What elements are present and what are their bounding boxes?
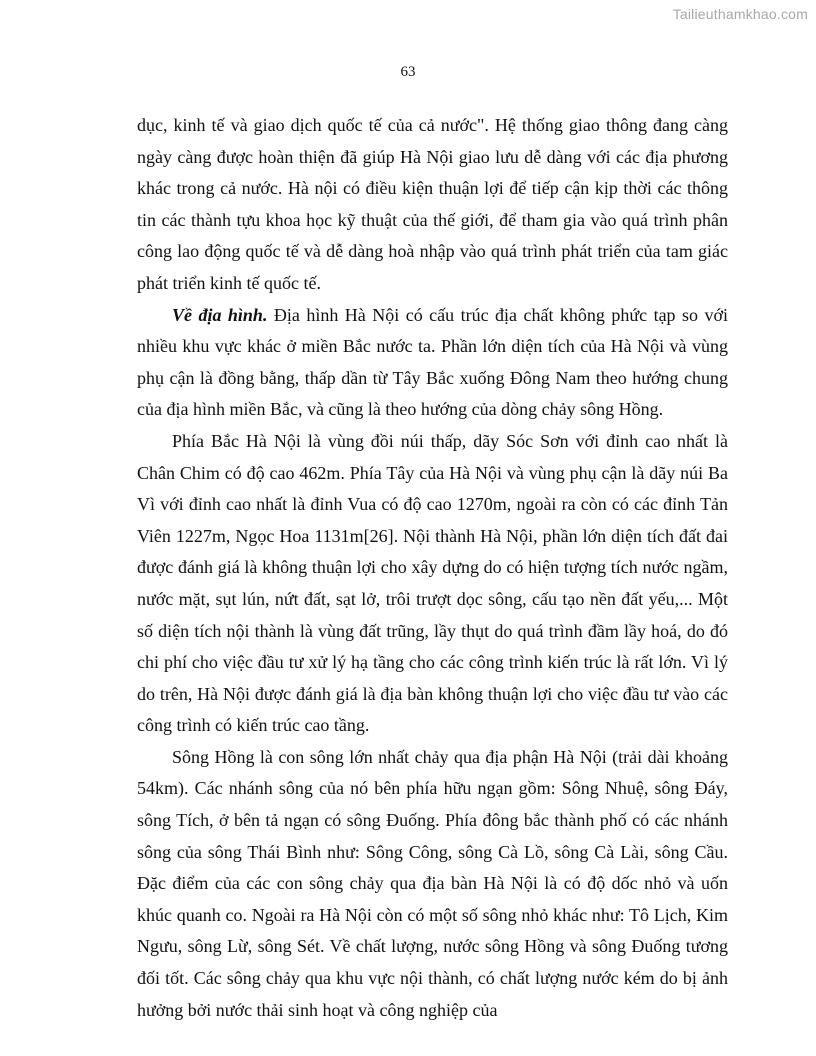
paragraph-text: dục, kinh tế và giao dịch quốc tế của cả nước". Hệ thống giao thông đang càng ngày càng được hoàn thiện đã giúp Hà Nội giao lưu dễ dàng với các địa phương khác trong cả nước. Hà nội có điều kiện thuận lợi để tiếp cận kịp thời các thông tin các thành tựu khoa học kỹ thuật của thế giới, để tham gia vào quá trình phân công lao động quốc tế và dễ dàng hoà nhập vào quá trình phát triển của tam giác phát triển kinh tế quốc tế. xyxy=(137,115,728,293)
page-number: 63 xyxy=(400,64,416,80)
paragraph-text: Phía Bắc Hà Nội là vùng đồi núi thấp, dãy Sóc Sơn với đỉnh cao nhất là Chân Chim có độ cao 462m. Phía Tây của Hà Nội và vùng phụ cận là dãy núi Ba Vì với đỉnh cao nhất là đỉnh Vua có độ cao 1270m, ngoài ra còn có các đỉnh Tản Viên 1227m, Ngọc Hoa 1131m[26]. Nội thành Hà Nội, phần lớn diện tích đất đai được đánh giá là không thuận lợi cho xây dựng do có hiện tượng tích nước ngầm, nước mặt, sụt lún, nứt đất, sạt lở, trôi trượt dọc sông, cấu tạo nền đất yếu,... Một số diện tích nội thành là vùng đất trũng, lầy thụt do quá trình đầm lầy hoá, do đó chi phí cho việc đầu tư xử lý hạ tầng cho các công trình kiến trúc là rất lớn. Vì lý do trên, Hà Nội được đánh giá là địa bàn không thuận lợi cho việc đầu tư vào các công trình có kiến trúc cao tầng. xyxy=(137,430,728,736)
paragraph-mountains xyxy=(137,426,728,742)
paragraph-text: Sông Hồng là con sông lớn nhất chảy qua địa phận Hà Nội (trải dài khoảng 54km). Các nhánh sông của nó bên phía hữu ngạn gồm: Sông Nhuệ, sông Đáy, sông Tích, ở bên tả ngạn có sông Đuống. Phía đông bắc thành phố có các nhánh sông của sông Thái Bình như: Sông Công, sông Cà Lồ, sông Cà Lài, sông Cầu. Đặc điểm của các con sông chảy qua địa bàn Hà Nội là có độ dốc nhỏ và uốn khúc quanh co. Ngoài ra Hà Nội còn có một số sông nhỏ khác như: Tô Lịch, Kim Ngưu, sông Lừ, sông Sét. Về chất lượng, nước sông Hồng và sông Đuống tương đối tốt. Các sông chảy qua khu vực nội thành, có chất lượng nước kém do bị ảnh hưởng bởi nước thải sinh hoạt và công nghiệp của xyxy=(137,746,728,1020)
paragraph-text: Địa hình Hà Nội có cấu trúc địa chất không phức tạp so với nhiều khu vực khác ở miền Bắc nước ta. Phần lớn diện tích của Hà Nội và vùng phụ cận là đồng bằng, thấp dần từ Tây Bắc xuống Đông Nam theo hướng chung của địa hình miền Bắc, và cũng là theo hướng của dòng chảy sông Hồng. xyxy=(137,304,728,420)
section-heading-terrain: Về địa hình. xyxy=(172,304,268,325)
document-body xyxy=(137,110,728,1026)
paragraph-continuation xyxy=(137,110,728,300)
watermark-text: Tailieuthamkhao.com xyxy=(672,6,808,22)
paragraph-rivers xyxy=(137,742,728,1026)
paragraph-terrain xyxy=(137,300,728,426)
